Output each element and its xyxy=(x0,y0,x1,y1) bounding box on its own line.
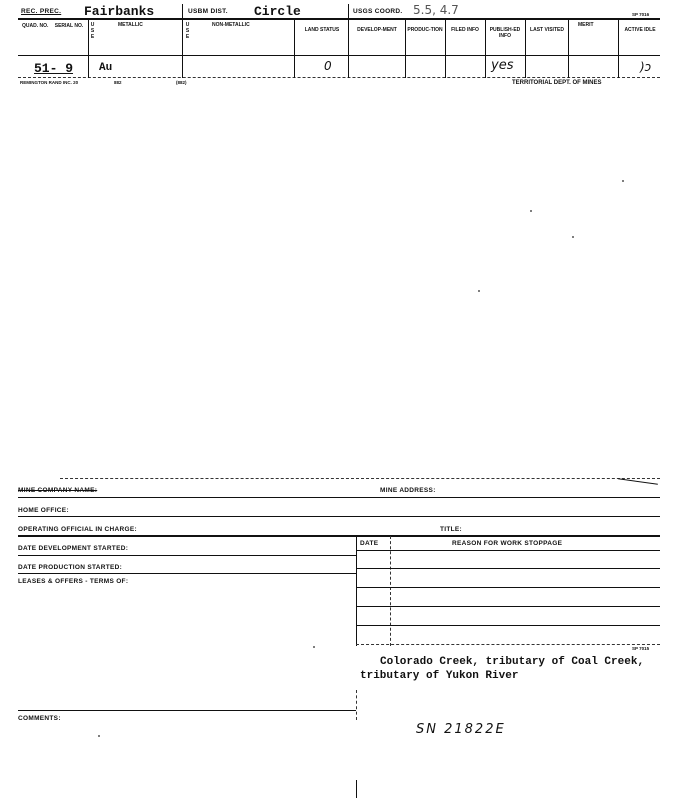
col-divider xyxy=(348,4,349,78)
speck xyxy=(98,735,100,737)
mine-address-label: MINE ADDRESS: xyxy=(380,487,436,494)
land-status-value: 0 xyxy=(324,59,332,73)
rule-development xyxy=(18,555,356,556)
active-idle-header: ACTIVE IDLE xyxy=(624,27,656,33)
active-idle-mark: )ↄ xyxy=(640,60,652,74)
comments-divider xyxy=(356,690,357,720)
printer-code-2: (882) xyxy=(176,80,187,85)
metallic-value: Au xyxy=(99,62,113,74)
mine-company-name-label: MINE COMPANY NAME: xyxy=(18,487,98,494)
rule-date-header xyxy=(356,550,660,551)
development-header: DEVELOP-MENT xyxy=(357,27,397,33)
quad-serial-value: 51- 9 xyxy=(34,61,74,76)
speck xyxy=(572,236,574,238)
speck xyxy=(622,180,624,182)
rule-header-bottom xyxy=(18,55,660,56)
rule-home-office xyxy=(18,516,660,517)
rule-official xyxy=(18,535,660,537)
rule-row-bottom xyxy=(18,77,660,78)
production-header: PRODUC-TION xyxy=(407,27,443,33)
reason-work-stoppage-header: REASON FOR WORK STOPPAGE xyxy=(452,540,563,547)
rule-reason-1 xyxy=(356,568,660,569)
handwritten-code: SN 21822E xyxy=(416,722,506,737)
rule-reason-2 xyxy=(356,587,660,588)
title-label: TITLE: xyxy=(440,526,463,533)
comments-label: COMMENTS: xyxy=(18,715,61,722)
col-divider xyxy=(618,20,619,78)
rule-production xyxy=(18,573,356,574)
rule-reason-5 xyxy=(356,644,660,645)
non-metallic-header: NON-METALLIC xyxy=(212,22,250,28)
col-divider xyxy=(182,4,183,78)
form-number-top: SP 7016 xyxy=(632,12,650,17)
location-line-1: Colorado Creek, tributary of Coal Creek, xyxy=(380,656,645,668)
col-divider xyxy=(445,20,446,78)
col-divider xyxy=(405,20,406,78)
pen-stroke xyxy=(618,478,658,485)
rule-comments xyxy=(18,710,356,711)
date-production-started-label: DATE PRODUCTION STARTED: xyxy=(18,564,123,571)
rule-reason-4 xyxy=(356,625,660,626)
home-office-label: HOME OFFICE: xyxy=(18,507,69,514)
col-divider xyxy=(485,20,486,78)
date-development-started-label: DATE DEVELOPMENT STARTED: xyxy=(18,545,129,552)
location-line-2: tributary of Yukon River xyxy=(360,670,519,682)
leases-offers-label: LEASES & OFFERS - TERMS OF: xyxy=(18,578,129,585)
col-divider xyxy=(294,18,295,78)
last-visited-header: LAST VISITED xyxy=(530,27,564,33)
date-col-left xyxy=(356,536,357,646)
serial-no-header: SERIAL NO. xyxy=(54,23,84,29)
bottom-tick xyxy=(356,780,357,798)
published-info-header: PUBLISH-ED INFO xyxy=(489,27,521,39)
col-divider xyxy=(88,18,89,78)
filed-info-header: FILED INFO xyxy=(451,27,479,33)
rule-header-top xyxy=(18,18,660,20)
speck xyxy=(313,646,315,648)
printer-code-1: 882 xyxy=(114,80,122,85)
usgs-coord-value: 5.5, 4.7 xyxy=(413,3,459,17)
rec-prec-label: REC. PREC. xyxy=(21,8,62,15)
land-status-header: LAND STATUS xyxy=(304,27,340,33)
usbm-dist-value: Circle xyxy=(254,4,301,19)
rule-company xyxy=(18,497,660,498)
metallic-header: METALLIC xyxy=(118,22,143,28)
rule-reason-3 xyxy=(356,606,660,607)
operating-official-label: OPERATING OFFICIAL IN CHARGE: xyxy=(18,526,137,533)
rule-card-top xyxy=(60,478,660,479)
quad-no-header: QUAD. NO. xyxy=(22,23,49,29)
published-info-value: yes xyxy=(491,58,514,73)
speck xyxy=(478,290,480,292)
use-header-metallic: U S E xyxy=(90,22,95,40)
rec-prec-value: Fairbanks xyxy=(84,4,155,19)
date-header: DATE xyxy=(360,540,379,547)
usgs-coord-label: USGS COORD. xyxy=(353,8,403,15)
use-header-nonmetallic: U S E xyxy=(185,22,190,40)
date-col-right xyxy=(390,536,391,646)
usbm-dist-label: USBM DIST. xyxy=(188,8,228,15)
speck xyxy=(530,210,532,212)
department-name: TERRITORIAL DEPT. OF MINES xyxy=(512,80,602,86)
printer-credit: REMINGTON RAND INC. 20 xyxy=(20,80,79,85)
merit-header: MERIT xyxy=(578,22,594,28)
col-divider xyxy=(525,20,526,78)
col-divider xyxy=(568,20,569,78)
form-number-bottom: SP 7015 xyxy=(632,646,650,651)
